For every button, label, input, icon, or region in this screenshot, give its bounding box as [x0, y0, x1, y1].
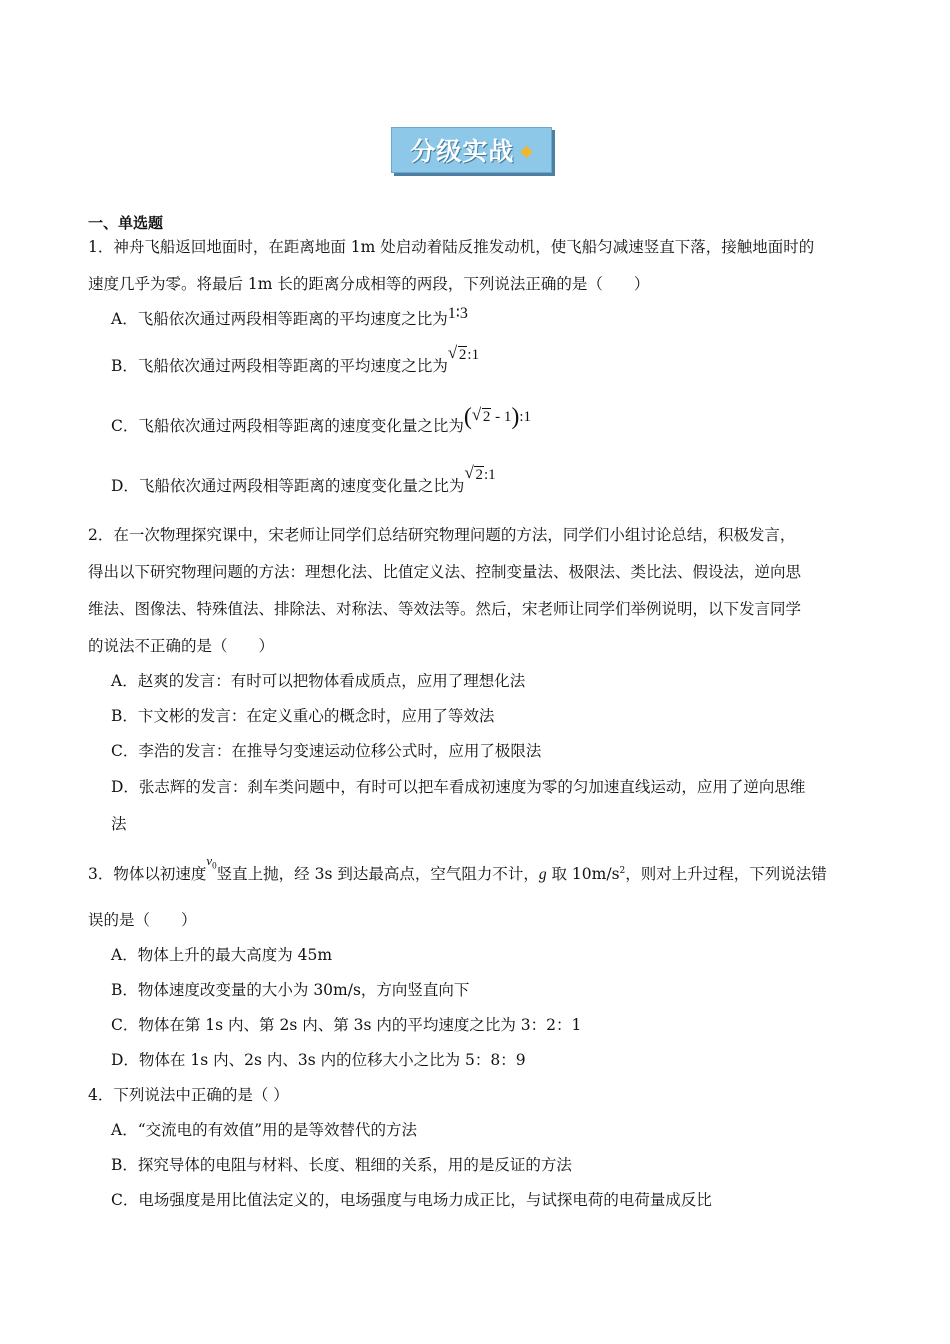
section-banner — [391, 127, 552, 173]
section-title: 一、单选题 — [88, 214, 164, 232]
q1-stem-line1: 1．神舟飞船返回地面时，在距离地面 1m 处启动着陆反推发动机，使飞船匀减速竖直下落，接触地面时的 — [88, 238, 815, 256]
diamond-icon: ◆ — [520, 140, 533, 160]
sqrt-symbol: √ 2 — [448, 344, 468, 366]
q1-option-b-text: B．飞船依次通过两段相等距离的平均速度之比为 — [111, 357, 448, 375]
q4-option-b: B．探究导体的电阻与材料、长度、粗细的关系，用的是反证的方法 — [111, 1156, 572, 1174]
q4-option-a: A．“交流电的有效值”用的是等效替代的方法 — [111, 1121, 418, 1139]
q1-option-a-math: 1∶3 — [447, 305, 468, 322]
q2-option-c: C．李浩的发言：在推导匀变速运动位移公式时，应用了极限法 — [111, 742, 542, 760]
q1-option-a — [111, 305, 468, 331]
q2-option-d-line1: D．张志辉的发言：刹车类问题中，有时可以把车看成初速度为零的匀加速直线运动，应用了逆向思维 — [111, 778, 806, 796]
sqrt-symbol: √ 2 — [472, 406, 492, 428]
q2-stem-line2: 得出以下研究物理问题的方法：理想化法、比值定义法、控制变量法、极限法、类比法、假设法，逆向思 — [88, 563, 802, 581]
banner-title: 分级实战 — [410, 137, 515, 166]
q3-stem-line2: 误的是（ ） — [88, 911, 197, 929]
q2-stem-line1: 2．在一次物理探究课中，宋老师让同学们总结研究物理问题的方法，同学们小组讨论总结，积极发言， — [88, 526, 796, 544]
q1-option-c-math: (√ 2 - 1):1 — [464, 409, 531, 425]
q2-stem-line3: 维法、图像法、特殊值法、排除法、对称法、等效法等。然后，宋老师让同学们举例说明，以下发言同学 — [88, 600, 802, 618]
q3-option-c: C．物体在第 1s 内、第 2s 内、第 3s 内的平均速度之比为 3：2：1 — [111, 1016, 582, 1034]
q1-option-d — [111, 467, 496, 498]
q1-option-c-text: C．飞船依次通过两段相等距离的速度变化量之比为 — [111, 417, 464, 435]
q1-option-d-math: √ 2:1 — [464, 467, 495, 483]
q1-option-c — [111, 404, 532, 438]
q1-option-d-text: D．飞船依次通过两段相等距离的速度变化量之比为 — [111, 477, 465, 495]
q1-option-b-math: √ 2:1 — [448, 347, 479, 363]
q4-option-c: C．电场强度是用比值法定义的，电场强度与电场力成正比，与试探电荷的电荷量成反比 — [111, 1191, 712, 1209]
q2-stem-line4: 的说法不正确的是（ ） — [88, 637, 275, 655]
q2-option-d-line2: 法 — [111, 815, 127, 833]
q3-stem-line1: 3．物体以初速度$^{v_0}$竖直上抛，经 3s 到达最高点，空气阻力不计，g 取 $10m/s^2$，则对上升过程，下列说法错 — [88, 853, 827, 884]
q2-option-b: B．卞文彬的发言：在定义重心的概念时，应用了等效法 — [111, 707, 495, 725]
q3-option-d: D．物体在 1s 内、2s 内、3s 内的位移大小之比为 5：8：9 — [111, 1051, 526, 1069]
q1-option-b — [111, 347, 480, 378]
q1-stem-line2: 速度几乎为零。将最后 1m 长的距离分成相等的两段，下列说法正确的是（ ） — [88, 275, 650, 293]
sqrt-symbol: √ 2 — [464, 464, 484, 486]
q3-option-b: B．物体速度改变量的大小为 30m/s，方向竖直向下 — [111, 981, 470, 999]
q2-option-a: A．赵爽的发言：有时可以把物体看成质点，应用了理想化法 — [111, 672, 526, 690]
q3-option-a: A．物体上升的最大高度为 45m — [111, 946, 333, 964]
q1-option-a-text: A．飞船依次通过两段相等距离的平均速度之比为 — [111, 310, 448, 328]
q4-stem: 4．下列说法中正确的是（ ） — [88, 1086, 289, 1104]
initial-velocity-symbol: v0 — [206, 853, 217, 871]
